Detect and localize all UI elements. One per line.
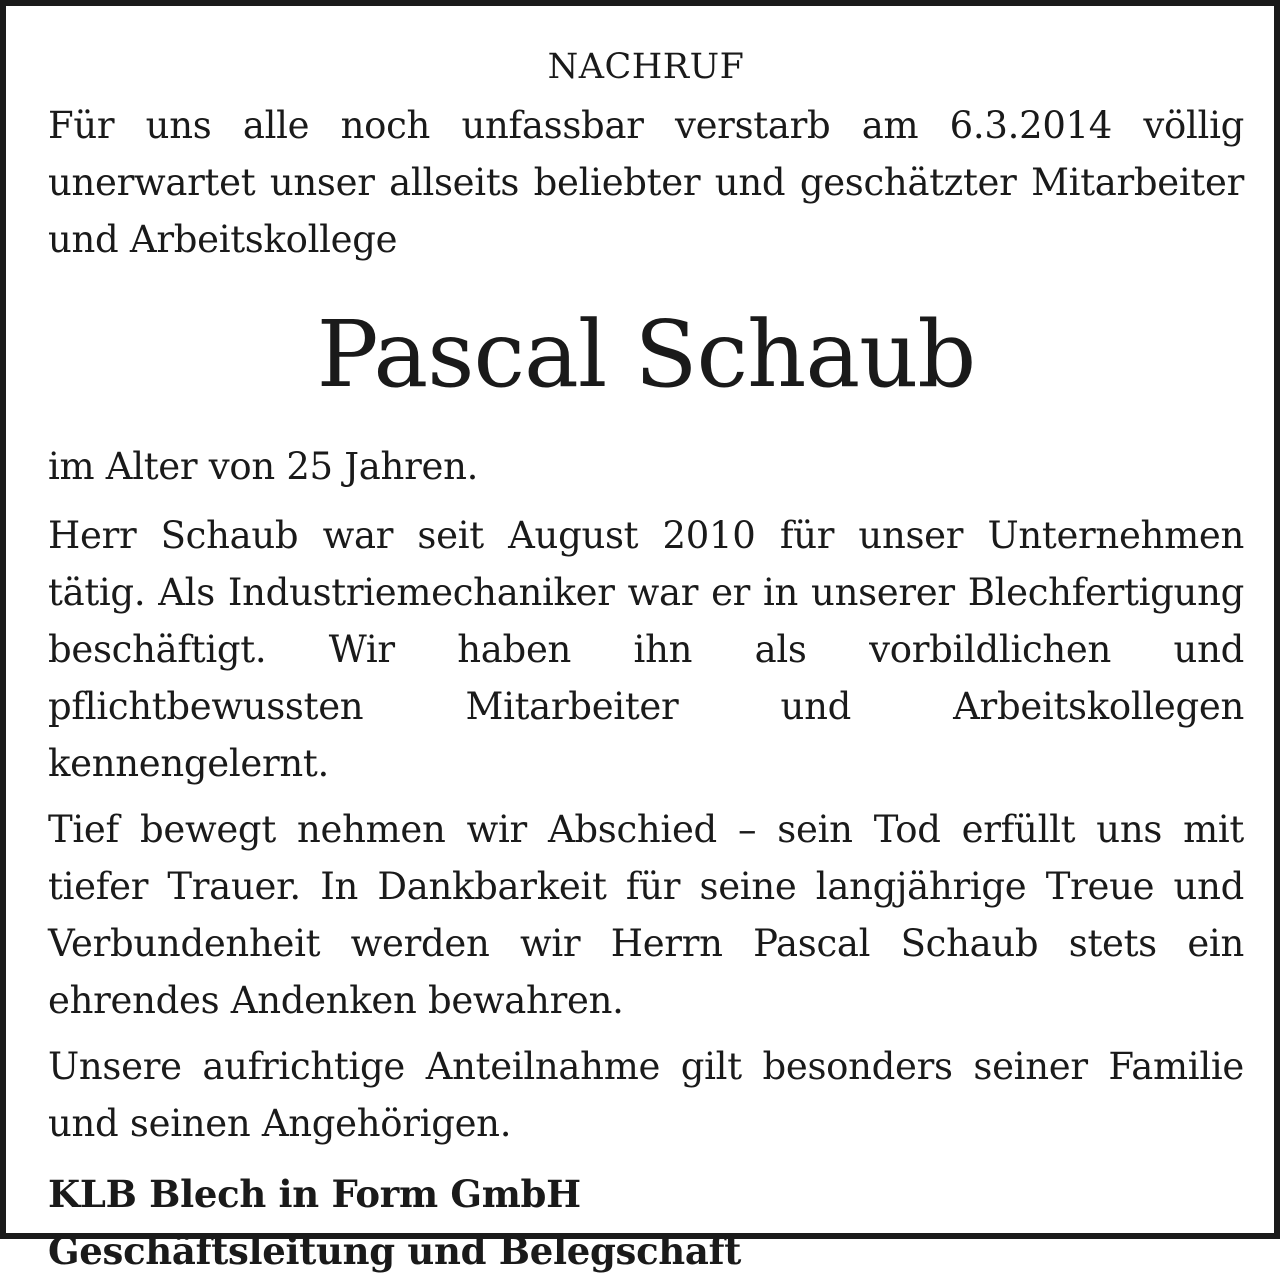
body-paragraph-condolence: Unsere aufrichtige Anteilnahme gilt besonders seiner Familie und seinen Angehörigen.: [48, 1045, 1244, 1145]
deceased-name: Pascal Schaub: [316, 301, 976, 408]
body-paragraph-employment: Herr Schaub war seit August 2010 für unser Unternehmen tätig. Als Industriemechaniker war er in unserer Blechfertigung beschäftigt. Wir haben ihn als vorbildlichen und pflichtbewussten Mitarbeiter und Arbeitskollegen kennengelernt.: [48, 514, 1244, 785]
intro-paragraph: Für uns alle noch unfassbar verstarb am 6.3.2014 völlig unerwartet unser allseits beliebter und geschätzter Mitarbeiter und Arbeitskollege: [48, 104, 1244, 261]
notice-heading: NACHRUF: [547, 47, 745, 87]
signature-block: [48, 1166, 1244, 1280]
age-line: im Alter von 25 Jahren.: [48, 445, 479, 488]
signature-department: Geschäftsleitung und Belegschaft: [48, 1229, 741, 1273]
signature-company: KLB Blech in Form GmbH: [48, 1172, 581, 1216]
obituary-content: [48, 42, 1244, 1280]
body-paragraph-farewell: Tief bewegt nehmen wir Abschied – sein Tod erfüllt uns mit tiefer Trauer. In Dankbarkeit für seine langjährige Treue und Verbundenheit werden wir Herrn Pascal Schaub stets ein ehrendes Andenken bewahren.: [48, 808, 1244, 1022]
